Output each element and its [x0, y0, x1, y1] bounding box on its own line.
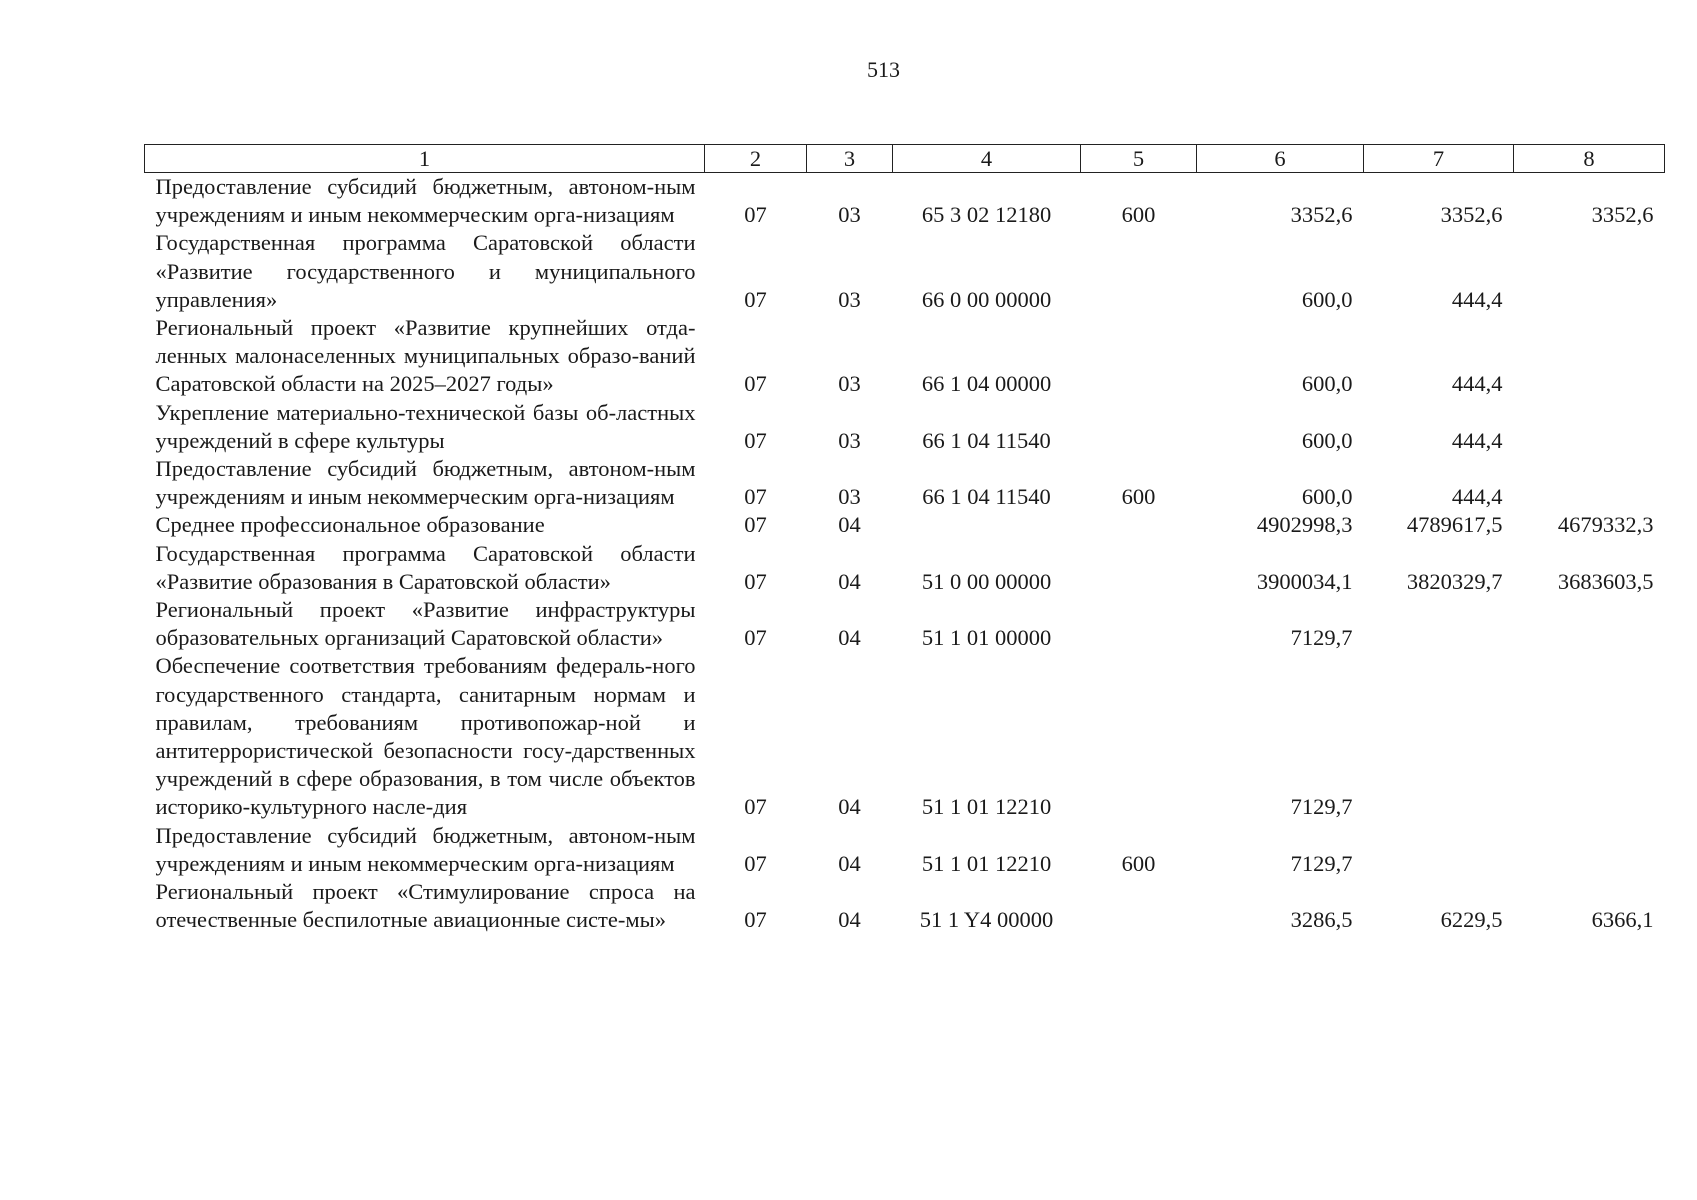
table-row — [145, 399, 1665, 455]
amount-col-8 — [1514, 455, 1665, 511]
amount-col-6: 7129,7 — [1290, 794, 1353, 820]
row-name-text: Государственная программа Саратовской области «Развитие образования в Саратовской области» — [155, 540, 696, 594]
subsection-code: 04 — [838, 794, 861, 820]
expense-type-code — [1081, 399, 1197, 455]
section-code: 07 — [744, 794, 767, 820]
section-code: 07 — [744, 371, 767, 397]
amount-col-7 — [1364, 822, 1514, 878]
expense-type-code: 600 — [1121, 850, 1156, 876]
target-article-code: 51 1 01 00000 — [921, 625, 1052, 651]
page-number: 513 — [867, 57, 900, 82]
row-name — [145, 878, 705, 934]
expense-type-code — [1081, 511, 1197, 539]
table-row — [145, 455, 1665, 511]
expense-type-code — [1081, 314, 1197, 399]
subsection-code: 04 — [838, 850, 861, 876]
amount-col-7: 444,4 — [1451, 286, 1503, 312]
expense-type-code — [1081, 878, 1197, 934]
section-code: 07 — [744, 625, 767, 651]
row-name-text: Укрепление материально-технической базы об-ластных учреждений в сфере культуры — [155, 399, 696, 453]
amount-col-6: 7129,7 — [1290, 625, 1353, 651]
row-name — [145, 314, 705, 399]
amount-col-8: 3683603,5 — [1557, 568, 1654, 594]
table-row — [145, 511, 1665, 539]
row-name — [145, 540, 705, 596]
table-row — [145, 540, 1665, 596]
row-name-text: Государственная программа Саратовской области «Развитие государственного и муниципального управления» — [155, 230, 696, 312]
target-article-code: 65 3 02 12180 — [921, 202, 1052, 228]
row-name — [145, 399, 705, 455]
row-name — [145, 455, 705, 511]
target-article-code: 66 1 04 11540 — [922, 427, 1051, 453]
amount-col-8: 6366,1 — [1591, 907, 1654, 933]
row-name-text: Региональный проект «Развитие инфраструктуры образовательных организаций Саратовской области» — [155, 597, 696, 651]
amount-col-6: 600,0 — [1301, 427, 1353, 453]
subsection-code: 04 — [838, 512, 861, 538]
amount-col-8: 4679332,3 — [1557, 512, 1654, 538]
section-code: 07 — [744, 484, 767, 510]
target-article-code: 51 1 01 12210 — [921, 850, 1052, 876]
expense-type-code — [1081, 652, 1197, 821]
row-name — [145, 511, 705, 539]
amount-col-7: 4789617,5 — [1406, 512, 1503, 538]
column-header-8: 8 — [1514, 145, 1665, 173]
amount-col-8: 3352,6 — [1591, 202, 1654, 228]
column-header-5: 5 — [1081, 145, 1197, 173]
amount-col-6: 3900034,1 — [1256, 568, 1353, 594]
table-body — [145, 173, 1665, 935]
header-row — [145, 145, 1665, 173]
amount-col-6: 600,0 — [1301, 286, 1353, 312]
section-code: 07 — [744, 512, 767, 538]
row-name — [145, 229, 705, 314]
target-article-code: 66 1 04 11540 — [922, 484, 1051, 510]
amount-col-8 — [1514, 314, 1665, 399]
amount-col-7 — [1364, 596, 1514, 652]
amount-col-7: 444,4 — [1451, 371, 1503, 397]
amount-col-6: 3352,6 — [1290, 202, 1353, 228]
column-header-6: 6 — [1197, 145, 1364, 173]
subsection-code: 03 — [838, 484, 861, 510]
amount-col-6: 600,0 — [1301, 371, 1353, 397]
row-name — [145, 652, 705, 821]
subsection-code: 03 — [838, 427, 861, 453]
row-name-text: Обеспечение соответствия требованиям федераль-ного государственного стандарта, санитарным нормам и правилам, требованиям противопожар-ной и антитеррористической безопасности госу-дарственных учреждений в сфере образования, в том числе объектов историко-культурного насле-дия — [155, 653, 696, 820]
table-row — [145, 173, 1665, 230]
subsection-code: 04 — [838, 568, 861, 594]
section-code: 07 — [744, 907, 767, 933]
target-article-code: 51 0 00 00000 — [921, 568, 1052, 594]
table-row — [145, 652, 1665, 821]
section-code: 07 — [744, 850, 767, 876]
row-name-text: Предоставление субсидий бюджетным, автоном-ным учреждениям и иным некоммерческим орга-низациям — [155, 174, 696, 228]
subsection-code: 04 — [838, 625, 861, 651]
amount-col-7: 444,4 — [1451, 484, 1503, 510]
expense-type-code — [1081, 540, 1197, 596]
row-name — [145, 822, 705, 878]
row-name-text: Региональный проект «Развитие крупнейших отда-ленных малонаселенных муниципальных образо-ваний Саратовской области на 2025–2027 годы» — [155, 315, 696, 397]
amount-col-7 — [1364, 652, 1514, 821]
expense-type-code: 600 — [1121, 202, 1156, 228]
subsection-code: 03 — [838, 202, 861, 228]
amount-col-7: 3820329,7 — [1406, 568, 1503, 594]
amount-col-6: 7129,7 — [1290, 850, 1353, 876]
subsection-code: 03 — [838, 371, 861, 397]
target-article-code: 51 1 01 12210 — [921, 794, 1052, 820]
row-name — [145, 596, 705, 652]
column-header-4: 4 — [893, 145, 1081, 173]
amount-col-8 — [1514, 822, 1665, 878]
row-name-text: Региональный проект «Стимулирование спроса на отечественные беспилотные авиационные систе-мы» — [155, 879, 696, 933]
amount-col-6: 3286,5 — [1290, 907, 1353, 933]
amount-col-8 — [1514, 596, 1665, 652]
budget-table — [144, 144, 1665, 934]
table-row — [145, 822, 1665, 878]
section-code: 07 — [744, 427, 767, 453]
expense-type-code — [1081, 229, 1197, 314]
amount-col-6: 600,0 — [1301, 484, 1353, 510]
target-article-code — [893, 511, 1081, 539]
row-name-text: Среднее профессиональное образование — [155, 512, 545, 538]
amount-col-6: 4902998,3 — [1256, 512, 1353, 538]
expense-type-code: 600 — [1121, 484, 1156, 510]
section-code: 07 — [744, 202, 767, 228]
target-article-code: 66 1 04 00000 — [921, 371, 1052, 397]
amount-col-8 — [1514, 229, 1665, 314]
column-header-2: 2 — [705, 145, 807, 173]
row-name — [145, 173, 705, 230]
table-row — [145, 314, 1665, 399]
column-header-7: 7 — [1364, 145, 1514, 173]
amount-col-7: 6229,5 — [1440, 907, 1503, 933]
target-article-code: 66 0 00 00000 — [921, 286, 1052, 312]
section-code: 07 — [744, 568, 767, 594]
amount-col-8 — [1514, 399, 1665, 455]
amount-col-7: 444,4 — [1451, 427, 1503, 453]
subsection-code: 03 — [838, 286, 861, 312]
target-article-code: 51 1 Y4 00000 — [919, 907, 1054, 933]
table-row — [145, 229, 1665, 314]
section-code: 07 — [744, 286, 767, 312]
subsection-code: 04 — [838, 907, 861, 933]
row-name-text: Предоставление субсидий бюджетным, автоном-ным учреждениям и иным некоммерческим орга-низациям — [155, 456, 696, 510]
expense-type-code — [1081, 596, 1197, 652]
amount-col-8 — [1514, 652, 1665, 821]
row-name-text: Предоставление субсидий бюджетным, автоном-ным учреждениям и иным некоммерческим орга-низациям — [155, 822, 696, 876]
column-header-3: 3 — [807, 145, 893, 173]
column-header-1: 1 — [145, 145, 705, 173]
amount-col-7: 3352,6 — [1440, 202, 1503, 228]
table-row — [145, 596, 1665, 652]
table-row — [145, 878, 1665, 934]
